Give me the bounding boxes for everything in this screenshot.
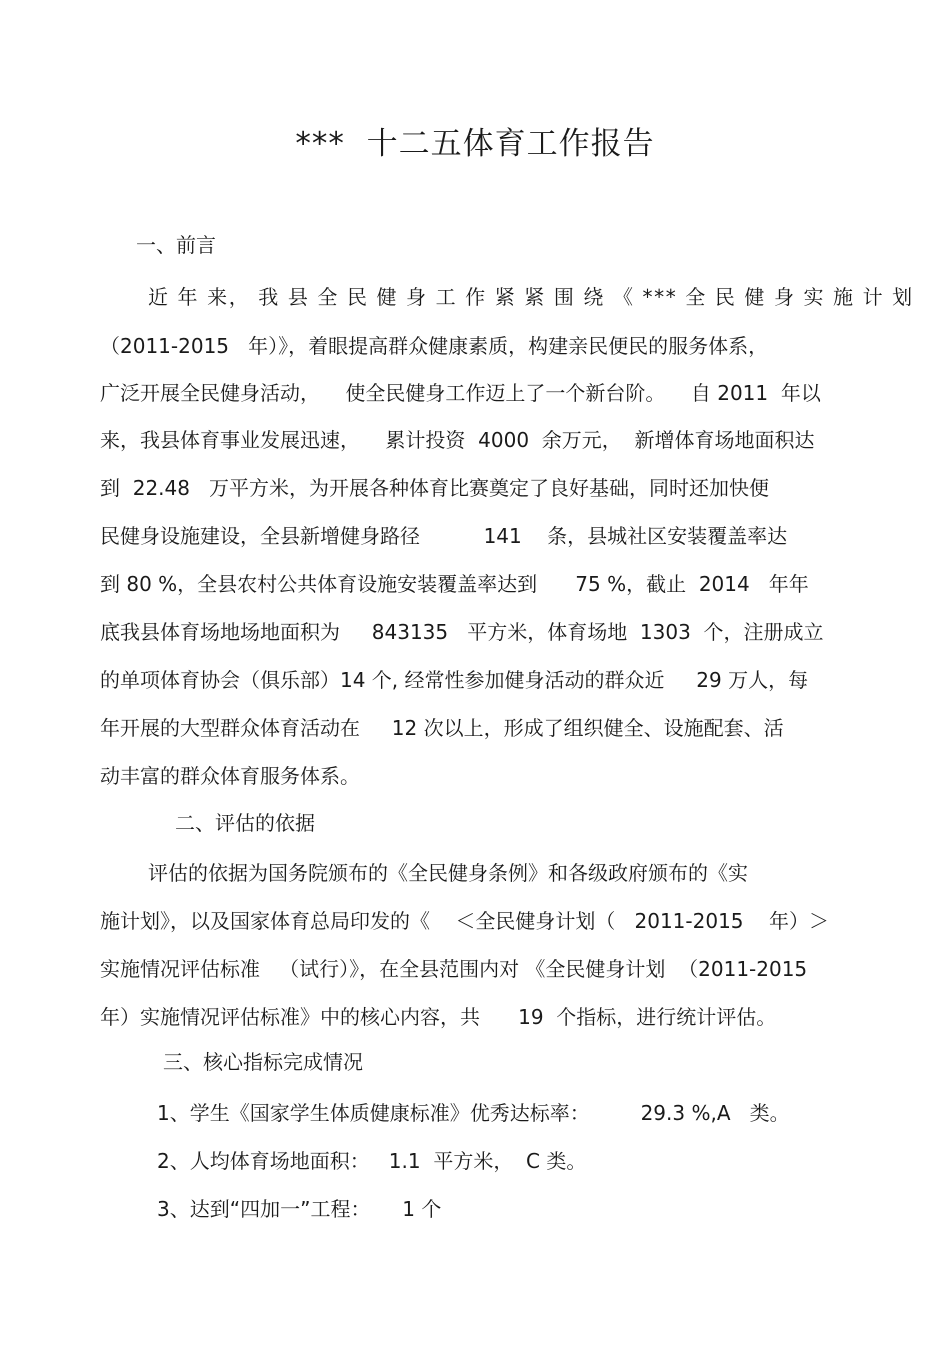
section-heading-preface: 一、前言	[136, 233, 216, 257]
indicator-item: 3、达到“四加一”工程： 1 个	[157, 1197, 442, 1221]
paragraph-line: 到 80 %，全县农村公共体育设施安装覆盖率达到 75 %，截止 2014 年年	[100, 572, 809, 596]
paragraph-line: 实施情况评估标准 （试行）》，在全县范围内对 《全民健身计划 （2011-2015	[100, 957, 808, 981]
section-heading-core-indicators: 三、核心指标完成情况	[163, 1050, 363, 1074]
indicator-item: 2、人均体育场地面积： 1.1 平方米， C 类。	[157, 1149, 587, 1173]
document-title: *** 十二五体育工作报告	[295, 126, 655, 162]
paragraph-line: 底我县体育场地场地面积为 843135 平方米，体育场地 1303 个，注册成立	[100, 620, 824, 644]
paragraph-line: 评估的依据为国务院颁布的《全民健身条例》和各级政府颁布的《实	[148, 861, 748, 885]
paragraph-line: 施计划》，以及国家体育总局印发的《 ＜全民健身计划（ 2011-2015 年）＞	[100, 909, 829, 933]
paragraph-line: 动丰富的群众体育服务体系。	[100, 764, 360, 788]
paragraph-line: （2011-2015 年）》，着眼提高群众健康素质，构建亲民便民的服务体系，	[100, 334, 769, 358]
paragraph-line: 年）实施情况评估标准》中的核心内容，共 19 个指标，进行统计评估。	[100, 1005, 777, 1029]
paragraph-line: 的单项体育协会（俱乐部）14 个, 经常性参加健身活动的群众近 29 万人，每	[100, 668, 809, 692]
section-heading-basis: 二、评估的依据	[175, 811, 315, 835]
paragraph-line: 年开展的大型群众体育活动在 12 次以上，形成了组织健全、设施配套、活	[100, 716, 784, 740]
paragraph-line: 民健身设施建设，全县新增健身路径 141 条，县城社区安装覆盖率达	[100, 524, 788, 548]
paragraph-line: 近 年 来， 我 县 全 民 健 身 工 作 紧 紧 围 绕 《 *** 全 民 健 身 实 施 计 划	[148, 285, 914, 309]
paragraph-line: 到 22.48 万平方米，为开展各种体育比赛奠定了良好基础，同时还加快便	[100, 476, 770, 500]
indicator-item: 1、学生《国家学生体质健康标准》优秀达标率： 29.3 %,A 类。	[157, 1101, 790, 1125]
paragraph-line: 来，我县体育事业发展迅速， 累计投资 4000 余万元， 新增体育场地面积达	[100, 428, 815, 452]
paragraph-line: 广泛开展全民健身活动， 使全民健身工作迈上了一个新台阶。 自 2011 年以	[100, 381, 821, 405]
